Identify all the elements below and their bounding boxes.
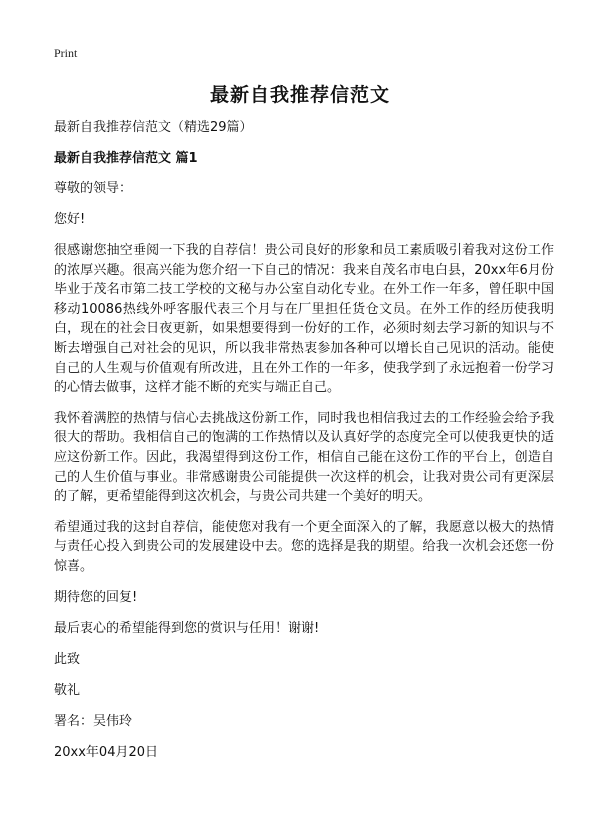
document-title: 最新自我推荐信范文 xyxy=(209,84,390,106)
closing-hope: 最后衷心的希望能得到您的赏识与任用！谢谢! xyxy=(54,620,320,636)
section-heading: 最新自我推荐信范文 篇1 xyxy=(54,151,198,166)
print-link[interactable]: Print xyxy=(54,46,78,60)
closing-expect: 期待您的回复! xyxy=(54,589,138,605)
letter-date: 20xx年04月20日 xyxy=(54,744,159,760)
greeting: 您好! xyxy=(54,212,86,227)
document-body xyxy=(54,118,554,762)
body-paragraph-2: 我怀着满腔的热情与信心去挑战这份新工作，同时我也相信我过去的工作经验会给予我很大的帮助。我相信自己的饱满的工作热情以及认真好学的态度完全可以使我更快的适应这份新工作。因此，我渴望得到这份工作，相信自己能在这份工作的平台上，创造自己的人生价值与事业。非常感谢贵公司能提供一次这样的机会，让我对贵公司有更深层的了解，更希望能得到这次机会，与贵公司共建一个美好的明天。 xyxy=(54,410,554,505)
signature: 署名：吴伟玲 xyxy=(54,713,133,729)
body-paragraph-3: 希望通过我的这封自荐信，能使您对我有一个更全面深入的了解，我愿意以极大的热情与责任心投入到贵公司的发展建设中去。您的选择是我的期望。给我一次机会还您一份惊喜。 xyxy=(54,519,554,574)
closing-li: 敬礼 xyxy=(54,682,81,698)
salutation: 尊敬的领导： xyxy=(54,181,133,196)
closing-ci: 此致 xyxy=(54,651,81,667)
body-paragraph-1: 很感谢您抽空垂阅一下我的自荐信！贵公司良好的形象和员工素质吸引着我对这份工作的浓厚兴趣。很高兴能为您介绍一下自己的情况：我来自茂名市电白县，20xx年6月份毕业于茂名市第二技工学校的文秘与办公室自动化专业。在外工作一年多，曾任职中国移动10086热线外呼客服代表三个月与在厂里担任货仓文员。在外工作的经历使我明白，现在的社会日夜更新，如果想要得到一份好的工作，必须时刻去学习新的知识与不断去增强自己对社会的见识，所以我非常热衷参加各种可以增长自己见识的活动。能使自己的人生观与价值观有所改进，且在外工作的一年多，使我学到了永远抱着一份学习的心情去做事，这样才能不断的充实与端正自己。 xyxy=(54,243,554,396)
document-subtitle: 最新自我推荐信范文（精选29篇） xyxy=(54,120,253,135)
